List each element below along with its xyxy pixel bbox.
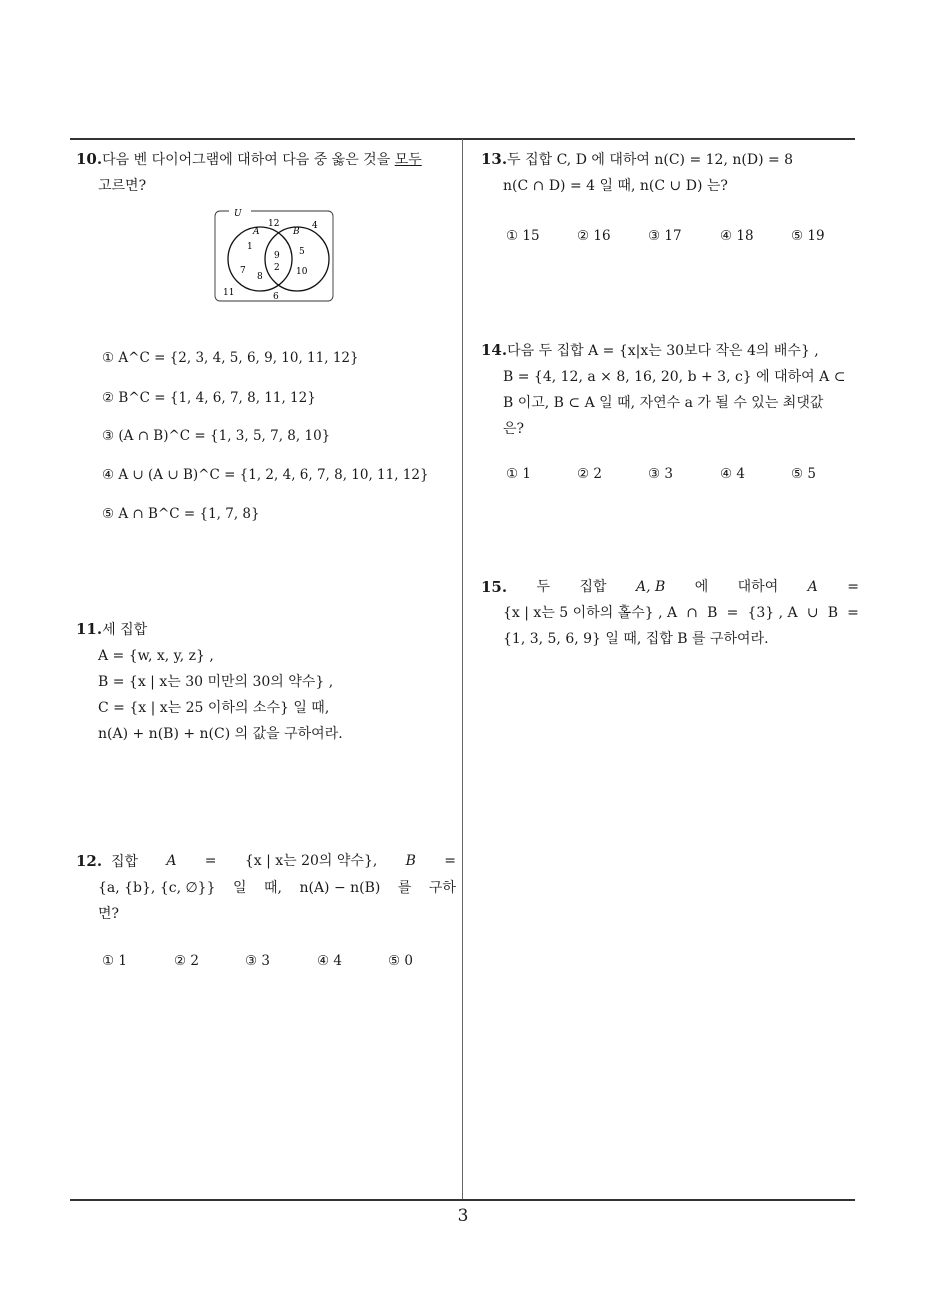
word: {x | x는 5 이하의 홀수} , A xyxy=(503,605,678,621)
question-line2 xyxy=(76,875,456,901)
page-number: 3 xyxy=(457,1206,469,1226)
question-text: 다음 벤 다이어그램에 대하여 다음 중 옳은 것을 xyxy=(102,152,395,168)
q12-choice-2[interactable]: ② 2 xyxy=(174,953,199,969)
venn-universe-label: U xyxy=(234,209,242,219)
question-number: 12. xyxy=(76,852,103,870)
question-number: 13. xyxy=(481,150,508,168)
question-number: 10. xyxy=(76,150,103,168)
venn-set-a-label: A xyxy=(253,227,260,237)
word: 때, xyxy=(264,880,282,896)
q12-choice-4[interactable]: ④ 4 xyxy=(317,953,342,969)
question-12 xyxy=(76,848,456,927)
question-title: 세 집합 xyxy=(102,622,148,638)
q13-choice-4[interactable]: ④ 18 xyxy=(720,228,754,244)
question-text: 다음 두 집합 A = {x|x는 30보다 작은 4의 배수} , xyxy=(507,343,819,359)
q10-option-4[interactable]: ④ A ∪ (A ∪ B)^C = {1, 2, 4, 6, 7, 8, 10, 11, 12} xyxy=(102,467,429,483)
word: 구하 xyxy=(428,880,456,896)
venn-label-1: 1 xyxy=(247,242,253,252)
word: A xyxy=(807,579,818,595)
word: n(A) − n(B) xyxy=(299,880,381,896)
question-13 xyxy=(481,146,859,199)
q14-choice-3[interactable]: ③ 3 xyxy=(648,466,673,482)
word: = xyxy=(726,605,739,621)
venn-label-10: 10 xyxy=(296,267,308,277)
bottom-rule xyxy=(70,1199,855,1201)
question-line1 xyxy=(76,848,456,875)
word: ∩ xyxy=(686,605,698,621)
venn-set-b-label: B xyxy=(293,227,300,237)
set-b-definition: B = {x | x는 30 미만의 30의 약수} , xyxy=(98,674,334,690)
q14-choice-2[interactable]: ② 2 xyxy=(577,466,602,482)
question-prompt: n(A) + n(B) + n(C) 의 값을 구하여라. xyxy=(98,726,343,742)
word: = xyxy=(847,579,859,595)
venn-label-5: 5 xyxy=(299,247,305,257)
word: 에 xyxy=(694,579,709,595)
column-divider xyxy=(462,139,463,1201)
word: 집합 xyxy=(579,579,607,595)
word: = xyxy=(444,853,456,869)
q10-option-3[interactable]: ③ (A ∩ B)^C = {1, 3, 5, 7, 8, 10} xyxy=(102,428,331,444)
q12-choice-3[interactable]: ③ 3 xyxy=(245,953,270,969)
q10-option-1[interactable]: ① A^C = {2, 3, 4, 5, 6, 9, 10, 11, 12} xyxy=(102,350,359,366)
question-text-line2: B = {4, 12, a × 8, 16, 20, b + 3, c} 에 대하여 A ⊂ xyxy=(503,369,846,385)
venn-label-6: 6 xyxy=(273,292,279,302)
word: 대하여 xyxy=(737,579,779,595)
venn-label-11: 11 xyxy=(223,288,235,298)
word: {x | x는 20의 약수}, xyxy=(244,853,378,869)
question-line3: {1, 3, 5, 6, 9} 일 때, 집합 B 를 구하여라. xyxy=(503,631,769,647)
venn-label-2: 2 xyxy=(274,263,280,273)
word: ∪ xyxy=(806,605,819,621)
word: {3} , A xyxy=(747,605,798,621)
q14-choice-4[interactable]: ④ 4 xyxy=(720,466,745,482)
question-text-line4: 은? xyxy=(503,421,525,437)
venn-label-9: 9 xyxy=(274,251,280,261)
venn-label-4: 4 xyxy=(312,221,318,231)
question-10 xyxy=(76,146,456,199)
word: = xyxy=(847,605,859,621)
question-line1 xyxy=(481,574,859,600)
question-number: 11. xyxy=(76,620,103,638)
underlined-word: 모두 xyxy=(394,152,422,168)
question-15 xyxy=(481,574,859,652)
word: A, B xyxy=(635,579,666,595)
set-c-definition: C = {x | x는 25 이하의 소수} 일 때, xyxy=(98,700,330,716)
word: 일 xyxy=(232,880,247,896)
question-11 xyxy=(76,616,456,747)
q14-choice-5[interactable]: ⑤ 5 xyxy=(791,466,816,482)
question-number: 14. xyxy=(481,341,508,359)
q12-choice-1[interactable]: ① 1 xyxy=(102,953,127,969)
q13-choice-3[interactable]: ③ 17 xyxy=(648,228,682,244)
q12-choice-5[interactable]: ⑤ 0 xyxy=(388,953,413,969)
word: A xyxy=(166,853,177,869)
question-text: 두 집합 C, D 에 대하여 n(C) = 12, n(D) = 8 xyxy=(507,152,794,168)
venn-diagram xyxy=(212,206,338,304)
q10-option-5[interactable]: ⑤ A ∩ B^C = {1, 7, 8} xyxy=(102,506,260,522)
venn-label-7: 7 xyxy=(240,266,246,276)
word: {a, {b}, {c, ∅}} xyxy=(98,880,216,896)
question-line3: 면? xyxy=(98,906,120,922)
venn-label-12: 12 xyxy=(268,219,280,229)
word: B xyxy=(405,853,416,869)
venn-label-8: 8 xyxy=(257,272,263,282)
q13-choice-5[interactable]: ⑤ 19 xyxy=(791,228,825,244)
word: = xyxy=(204,853,217,869)
question-text-line2: n(C ∩ D) = 4 일 때, n(C ∪ D) 는? xyxy=(503,178,728,194)
word: 집합 xyxy=(111,854,139,870)
question-text-line3: B 이고, B ⊂ A 일 때, 자연수 a 가 될 수 있는 최댓값 xyxy=(503,395,824,411)
word: B xyxy=(827,605,839,621)
question-14 xyxy=(481,337,859,442)
question-line2 xyxy=(481,600,859,626)
question-number: 15. xyxy=(481,578,508,596)
word: B xyxy=(707,605,718,621)
word: 두 xyxy=(536,579,551,595)
question-text-line2: 고르면? xyxy=(98,178,147,194)
q14-choice-1[interactable]: ① 1 xyxy=(506,466,531,482)
set-a-definition: A = {w, x, y, z} , xyxy=(98,648,214,664)
q13-choice-2[interactable]: ② 16 xyxy=(577,228,611,244)
q10-option-2[interactable]: ② B^C = {1, 4, 6, 7, 8, 11, 12} xyxy=(102,390,316,406)
word: 를 xyxy=(397,880,412,896)
q13-choice-1[interactable]: ① 15 xyxy=(506,228,540,244)
